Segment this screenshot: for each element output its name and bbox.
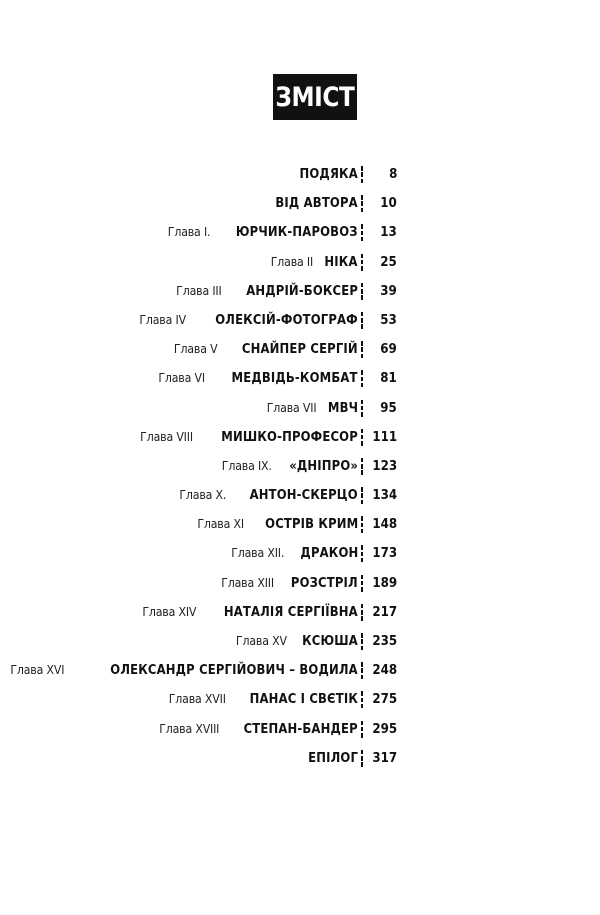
toc-entry[interactable]: [0, 602, 600, 631]
dashed-separator: [361, 750, 364, 767]
toc-entry-page: 275: [372, 691, 397, 708]
toc-entry-page: 8: [388, 166, 397, 182]
toc-entry-page: 248: [372, 662, 397, 679]
dashed-separator: [361, 691, 364, 708]
toc-entry-name: СНАЙПЕР СЕРГІЙ: [242, 341, 358, 358]
dashed-separator: [361, 545, 364, 562]
toc-entry-page: 123: [372, 457, 397, 474]
toc-entry[interactable]: [0, 281, 600, 310]
toc-entry-title: [229, 631, 358, 651]
toc-entry-title: [262, 193, 358, 213]
toc-entry[interactable]: [0, 310, 600, 339]
dashed-separator: [361, 662, 364, 679]
toc-entry-page: 69: [380, 341, 397, 358]
toc-entry-page: 39: [380, 282, 397, 299]
toc-entry[interactable]: [0, 339, 600, 368]
toc-entry-name: НІКА: [324, 253, 358, 270]
dashed-separator: [361, 575, 364, 592]
toc-entry-name: ОСТРІВ КРИМ: [264, 516, 358, 533]
toc-entry-title: [214, 573, 358, 593]
toc-entry[interactable]: [0, 485, 600, 514]
toc-entry-title: [265, 252, 358, 272]
toc-entry[interactable]: [0, 631, 600, 660]
toc-entry[interactable]: [0, 456, 600, 485]
toc-entry-title: [224, 543, 358, 563]
toc-entry-name: ПАНАС І СВЄТІК: [249, 691, 358, 708]
toc-entry-page: 95: [380, 399, 397, 416]
toc-entry[interactable]: [0, 398, 600, 427]
dashed-separator: [361, 487, 364, 504]
toc-entry-name: СТЕПАН-БАНДЕР: [243, 720, 358, 737]
toc-entry[interactable]: [0, 543, 600, 572]
toc-entry-title: [152, 368, 358, 388]
toc-entry-title: [215, 456, 358, 476]
toc-entry-title: [260, 398, 358, 418]
toc-entry-title: [151, 719, 358, 739]
toc-entry-chapter: Глава XIV: [142, 603, 197, 619]
dashed-separator: [361, 604, 364, 621]
toc-entry-name: НАТАЛІЯ СЕРГІЇВНА: [223, 603, 358, 620]
toc-entry-chapter: Глава XVI: [10, 662, 65, 678]
toc-entry-page: 53: [380, 311, 397, 328]
toc-entry-name: АНДРІЙ-БОКСЕР: [246, 282, 358, 299]
dashed-separator: [361, 312, 364, 329]
toc-entry-name: МВЧ: [327, 399, 358, 416]
toc-entry[interactable]: [0, 719, 600, 748]
dashed-separator: [361, 633, 364, 650]
toc-entry-page: 295: [372, 720, 397, 737]
page-title: ЗМІСТ: [275, 81, 355, 113]
toc-entry[interactable]: [0, 660, 600, 689]
toc-entry-name: ЕПІЛОГ: [308, 749, 358, 766]
toc-entry-name: ЮРЧИК-ПАРОВОЗ: [236, 224, 358, 241]
toc-entry-title: [170, 281, 358, 301]
toc-entry-title: [161, 689, 358, 709]
table-of-contents: [0, 164, 600, 777]
toc-entry-chapter: Глава VII: [267, 399, 317, 415]
dashed-separator: [361, 254, 364, 271]
toc-entry[interactable]: [0, 193, 600, 222]
toc-entry-title: [162, 222, 358, 242]
title-block: [273, 74, 357, 120]
toc-entry-chapter: Глава Х.: [179, 487, 227, 503]
toc-entry-title: [191, 514, 358, 534]
toc-entry-chapter: Глава ХІІІ: [221, 574, 275, 590]
dashed-separator: [361, 721, 364, 738]
toc-entry[interactable]: [0, 427, 600, 456]
toc-entry-page: 81: [380, 370, 397, 387]
dashed-separator: [361, 224, 364, 241]
toc-entry-name: ОЛЕКСІЙ-ФОТОГРАФ: [215, 311, 358, 328]
dashed-separator: [361, 341, 364, 358]
toc-entry-page: 317: [372, 749, 397, 766]
toc-entry-chapter: Глава XV: [236, 633, 288, 648]
dashed-separator: [361, 516, 364, 533]
toc-entry-chapter: Глава ІІІ: [176, 282, 222, 298]
toc-entry-page: 25: [380, 253, 397, 270]
toc-entry-title: [173, 485, 358, 505]
toc-entry[interactable]: [0, 368, 600, 397]
toc-entry-title: [3, 660, 358, 680]
toc-entry[interactable]: [0, 164, 600, 193]
dashed-separator: [361, 283, 364, 300]
dashed-separator: [361, 195, 364, 212]
toc-entry-name: ВІД АВТОРА: [275, 195, 358, 212]
toc-entry-page: 134: [372, 487, 397, 504]
toc-entry[interactable]: [0, 222, 600, 251]
toc-entry-page: 111: [372, 428, 397, 445]
toc-entry-name: АНТОН-СКЕРЦО: [249, 487, 358, 504]
dashed-separator: [361, 166, 364, 183]
toc-entry[interactable]: [0, 573, 600, 602]
toc-entry-page: 217: [372, 603, 397, 620]
toc-entry-chapter: Глава ХІІ.: [231, 545, 285, 561]
dashed-separator: [361, 429, 364, 446]
toc-entry-chapter: Глава VI: [158, 370, 206, 386]
toc-entry[interactable]: [0, 252, 600, 281]
toc-entry-title: [300, 748, 358, 768]
toc-entry-name: КСЮША: [302, 633, 358, 649]
toc-entry-chapter: Глава ІХ.: [222, 457, 272, 473]
toc-entry-name: МИШКО-ПРОФЕСОР: [221, 428, 358, 445]
toc-entry-name: РОЗСТРІЛ: [291, 574, 358, 591]
toc-entry-name: ПОДЯКА: [299, 166, 358, 182]
toc-entry[interactable]: [0, 689, 600, 718]
toc-entry-chapter: Глава VIII: [140, 428, 194, 444]
toc-entry-page: 10: [380, 195, 397, 212]
toc-entry-name: ОЛЕКСАНДР СЕРГІЙОВИЧ – ВОДИЛА: [110, 662, 358, 679]
toc-entry-name: ДРАКОН: [300, 545, 358, 562]
toc-entry-chapter: Глава І.: [167, 224, 211, 240]
toc-entry-name: «ДНІПРО»: [289, 457, 358, 474]
toc-entry-title: [168, 339, 358, 359]
toc-entry-page: 173: [372, 545, 397, 562]
toc-entry-title: [135, 602, 358, 622]
toc-entry-chapter: Глава ХІ: [197, 516, 244, 532]
toc-entry-page: 148: [372, 516, 397, 533]
toc-entry[interactable]: [0, 748, 600, 777]
toc-entry-title: [133, 310, 358, 330]
toc-entry-chapter: Глава V: [173, 341, 218, 357]
toc-entry-chapter: Глава XVII: [169, 691, 226, 707]
toc-entry-title: [133, 427, 358, 447]
dashed-separator: [361, 458, 364, 475]
toc-entry-chapter: Глава XVIII: [159, 720, 220, 736]
toc-entry-chapter: Глава ІІ: [271, 253, 314, 269]
toc-entry-page: 189: [372, 574, 397, 591]
dashed-separator: [361, 400, 364, 417]
toc-entry-chapter: Глава IV: [139, 311, 187, 327]
toc-entry-page: 13: [380, 224, 397, 241]
dashed-separator: [361, 370, 364, 387]
toc-entry-name: МЕДВІДЬ-КОМБАТ: [231, 370, 358, 387]
toc-entry-page: 235: [372, 633, 397, 649]
toc-entry[interactable]: [0, 514, 600, 543]
toc-entry-title: [290, 164, 358, 184]
